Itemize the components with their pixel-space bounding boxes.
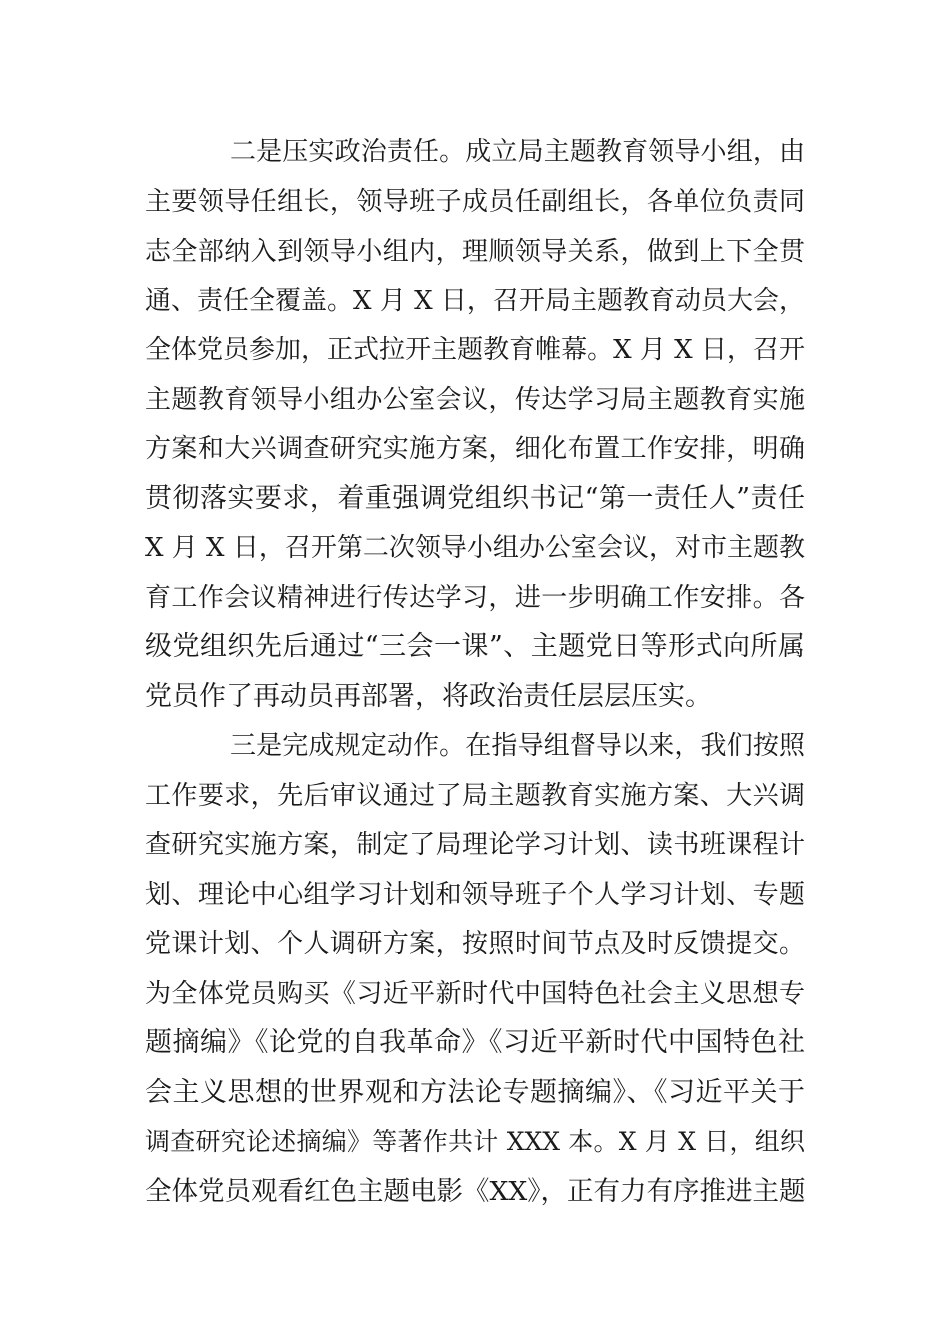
paragraph-2-line-9: 调查研究论述摘编》等著作共计 XXX 本。X 月 X 日，组织	[145, 1127, 805, 1156]
paragraph-1-line-9: X 月 X 日，召开第二次领导小组办公室会议，对市主题教	[145, 533, 805, 563]
paragraph-1-line-6: 主题教育领导小组办公室会议，传达学习局主题教育实施	[145, 385, 805, 415]
paragraph-2-line-1: 三是完成规定动作。在指导组督导以来，我们按照	[230, 731, 805, 761]
paragraph-1-line-11: 级党组织先后通过“三会一课”、主题党日等形式向所属	[145, 631, 805, 662]
paragraph-1-line-7: 方案和大兴调查研究实施方案，细化布置工作安排，明确	[145, 434, 805, 464]
paragraph-2-line-3: 查研究实施方案，制定了局理论学习计划、读书班课程计	[145, 830, 805, 860]
paragraph-1-line-2: 主要领导任组长，领导班子成员任副组长，各单位负责同	[145, 187, 805, 217]
paragraph-1-line-1: 二是压实政治责任。成立局主题教育领导小组，由	[230, 137, 805, 167]
paragraph-2-line-7: 题摘编》《论党的自我革命》《习近平新时代中国特色社	[145, 1027, 805, 1058]
paragraph-1-line-10: 育工作会议精神进行传达学习，进一步明确工作安排。各	[145, 583, 805, 613]
paragraph-2-line-6: 为全体党员购买《习近平新时代中国特色社会主义思想专	[145, 979, 805, 1009]
paragraph-2-line-5: 党课计划、个人调研方案，按照时间节点及时反馈提交。	[145, 929, 805, 959]
paragraph-1-line-3: 志全部纳入到领导小组内，理顺领导关系，做到上下全贯	[145, 237, 805, 267]
paragraph-1-line-4: 通、责任全覆盖。X 月 X 日，召开局主题教育动员大会，	[145, 286, 805, 316]
paragraph-2-line-2: 工作要求，先后审议通过了局主题教育实施方案、大兴调	[145, 781, 805, 811]
paragraph-1-line-8: 贯彻落实要求，着重强调党组织书记“第一责任人”责任	[145, 483, 805, 514]
paragraph-2-line-4: 划、理论中心组学习计划和领导班子个人学习计划、专题	[145, 880, 805, 910]
paragraph-2-line-10: 全体党员观看红色主题电影《XX》，正有力有序推进主题	[145, 1176, 806, 1207]
paragraph-2-line-8: 会主义思想的世界观和方法论专题摘编》、《习近平关于	[145, 1077, 805, 1108]
paragraph-1-line-5: 全体党员参加，正式拉开主题教育帷幕。X 月 X 日，召开	[145, 335, 805, 365]
paragraph-1-line-12: 党员作了再动员再部署，将政治责任层层压实。	[145, 681, 712, 712]
